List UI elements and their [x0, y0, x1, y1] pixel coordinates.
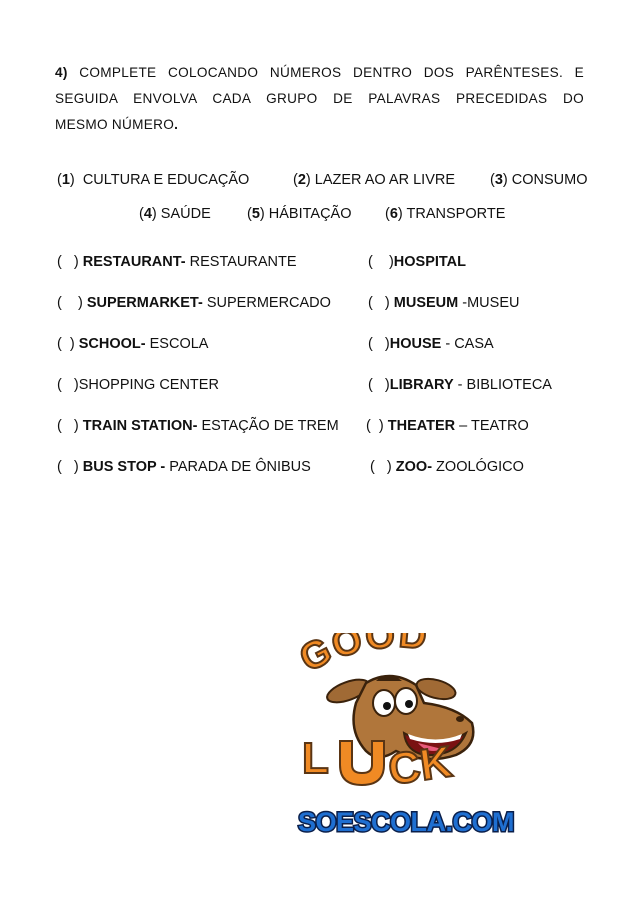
answer-blank[interactable]: ( )	[57, 418, 79, 434]
list-item: ( ) MUSEUM -MUSEU	[368, 295, 520, 311]
category-1: (1) CULTURA E EDUCAÇÃO	[57, 172, 250, 188]
answer-blank[interactable]: ( )	[368, 336, 390, 352]
answer-blank[interactable]: ( )	[57, 459, 79, 475]
good-text: GOOD	[296, 633, 431, 681]
category-4: (4) SAÚDE	[139, 206, 211, 222]
answer-blank[interactable]: ( )	[57, 295, 83, 311]
category-6: (6) TRANSPORTE	[385, 206, 506, 222]
category-5: (5) HÁBITAÇÃO	[247, 206, 352, 222]
svg-text:L: L	[302, 734, 329, 783]
list-item: ( ) SCHOOL- ESCOLA	[57, 336, 209, 352]
luck-text	[300, 734, 455, 795]
category-3: (3) CONSUMO	[490, 172, 588, 188]
category-2: (2) LAZER AO AR LIVRE	[293, 172, 456, 188]
good-luck-logo	[296, 633, 544, 843]
answer-blank[interactable]: ( )	[57, 254, 79, 270]
answer-blank[interactable]: ( )	[368, 295, 390, 311]
list-item: ( ) ZOO- ZOOLÓGICO	[370, 459, 524, 475]
list-item: ( ) TRAIN STATION- ESTAÇÃO DE TREM	[57, 418, 339, 434]
list-item: ( ) THEATER – TEATRO	[366, 418, 529, 434]
good-luck-illustration	[296, 633, 544, 843]
answer-blank[interactable]: ( )	[370, 459, 392, 475]
exercise-instruction	[55, 60, 584, 138]
answer-blank[interactable]: ( )	[57, 336, 75, 352]
list-item: ( )HOSPITAL	[368, 254, 467, 270]
answer-blank[interactable]: ( )	[366, 418, 384, 434]
list-item: ( )SHOPPING CENTER	[57, 377, 219, 393]
instruction-line-2: SEGUIDA ENVOLVA CADA GRUPO DE PALAVRAS PRECEDIDAS DO	[55, 91, 584, 106]
list-item: ( )LIBRARY - BIBLIOTECA	[368, 377, 552, 393]
list-item: ( )HOUSE - CASA	[368, 336, 494, 352]
answer-blank[interactable]: ( )	[368, 254, 394, 270]
answer-blank[interactable]: ( )	[57, 377, 79, 393]
svg-text:CK: CK	[385, 737, 456, 795]
instruction-line-1: 4) COMPLETE COLOCANDO NÚMEROS DENTRO DOS PARÊNTESES. E	[55, 65, 585, 80]
answer-blank[interactable]: ( )	[368, 377, 390, 393]
list-item: ( ) SUPERMARKET- SUPERMERCADO	[57, 295, 331, 311]
exercise-number: 4)	[55, 65, 68, 80]
site-logo-text: SOESCOLA.COM	[298, 807, 515, 837]
instruction-line-3: MESMO NÚMERO.	[55, 117, 179, 132]
list-item: ( ) RESTAURANT- RESTAURANTE	[57, 254, 297, 270]
svg-text:LUCK: LUCK	[300, 779, 303, 780]
list-item: ( ) BUS STOP - PARADA DE ÔNIBUS	[57, 459, 311, 475]
